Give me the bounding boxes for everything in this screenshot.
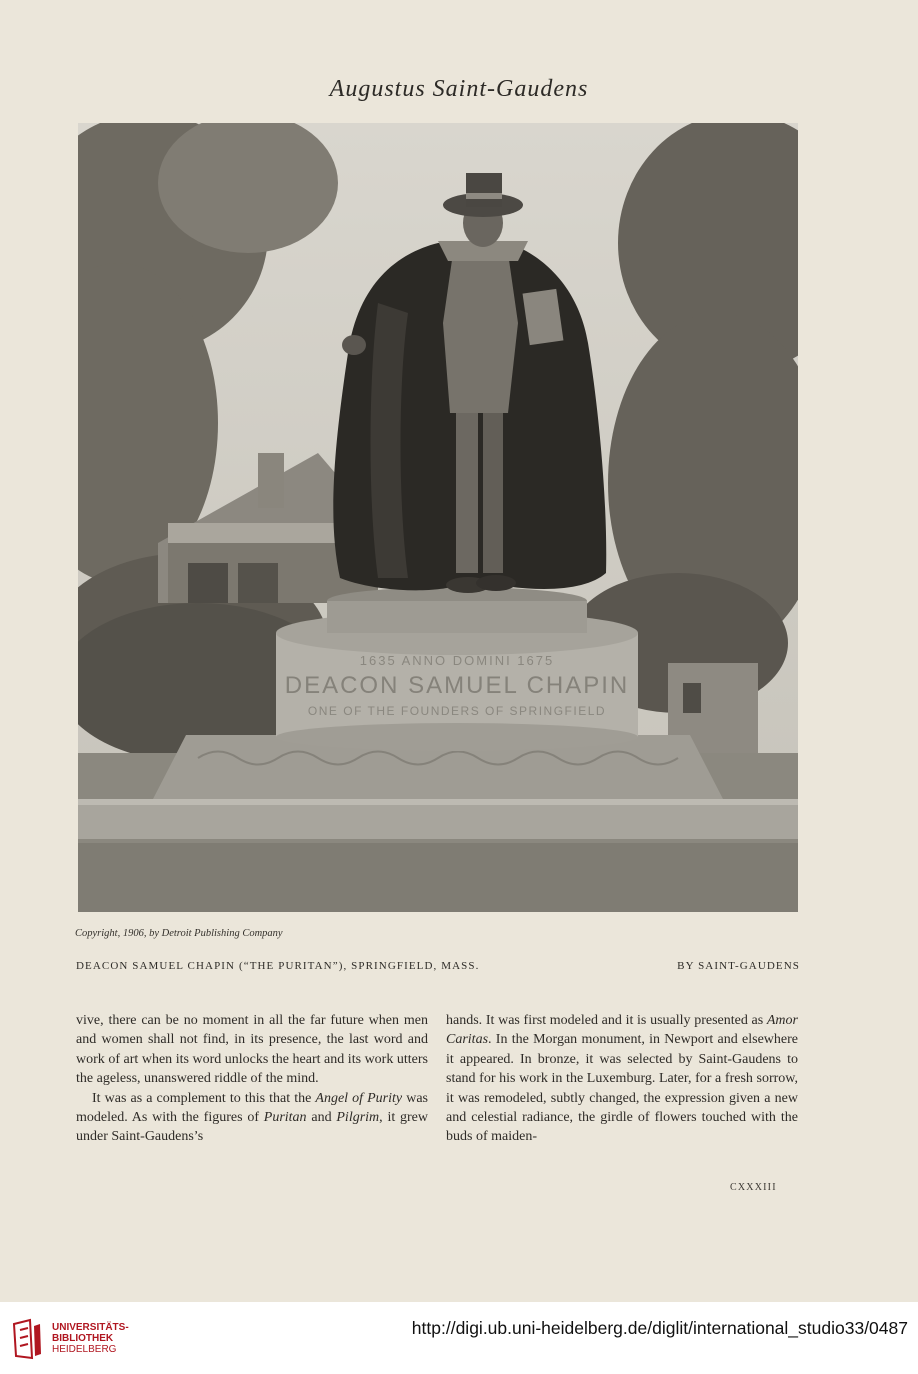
running-title: Augustus Saint-Gaudens bbox=[329, 76, 589, 102]
italic-title: Angel of Purity bbox=[315, 1090, 403, 1106]
caption-title: DEACON SAMUEL CHAPIN (“THE PURITAN”), SPRINGFIELD, MASS. bbox=[76, 960, 480, 972]
library-name-line: BIBLIOTHEK bbox=[52, 1333, 114, 1344]
text-run: It was as a complement to this that the bbox=[92, 1090, 316, 1106]
library-name-line: HEIDELBERG bbox=[52, 1344, 117, 1355]
text-run: hands. It was first modeled and it is usually presented as bbox=[446, 1013, 767, 1028]
library-logo-icon bbox=[10, 1318, 44, 1360]
italic-title: Puritan bbox=[263, 1110, 307, 1126]
photo-copyright-credit: Copyright, 1906, by Detroit Publishing Company bbox=[75, 928, 283, 939]
plate-caption bbox=[76, 960, 800, 972]
puritan-statue-illustration bbox=[78, 123, 798, 912]
text-run: . In the Morgan monument, in Newport and elsewhere it appeared. In bronze, it was selected by Saint-Gaudens to stand for his work in the Luxemburg. Later, for a fresh sorrow, it was remodeled, subtly changed, the expression given a new and celestial radiance, the girdle of flowers touched with the buds of maiden- bbox=[446, 1032, 798, 1145]
pedestal-inscription-founders: ONE OF THE FOUNDERS OF SPRINGFIELD bbox=[307, 704, 607, 718]
page-number: CXXXIII bbox=[730, 1182, 777, 1193]
source-url[interactable]: http://digi.ub.uni-heidelberg.de/diglit/international_studio33/0487 bbox=[411, 1318, 908, 1338]
text-run: was modeled. As with the figures of bbox=[76, 1090, 428, 1126]
italic-title: Amor Caritas bbox=[446, 1013, 798, 1048]
italic-title: Pilgrim bbox=[336, 1110, 380, 1126]
caption-artist: BY SAINT-GAUDENS bbox=[677, 960, 800, 972]
library-name bbox=[52, 1322, 129, 1355]
paragraph: vive, there can be no moment in all the far future when men and women shall not find, in its presence, the last word and work of art when its word unlocks the heart and its work utters the ageless, unanswered riddle of the mind. bbox=[76, 1013, 428, 1087]
text-column-right bbox=[446, 1011, 798, 1147]
pedestal-inscription-name: DEACON SAMUEL CHAPIN bbox=[284, 672, 630, 699]
library-name-line: UNIVERSITÄTS- bbox=[52, 1322, 129, 1333]
paragraph bbox=[446, 1011, 798, 1147]
text-column-left bbox=[76, 1011, 428, 1147]
statue-photograph bbox=[78, 123, 798, 912]
pedestal-inscription-dates: 1635 ANNO DOMINI 1675 bbox=[359, 653, 555, 668]
text-run: , it grew under Saint-Gaudens’s bbox=[76, 1110, 429, 1145]
text-run: and bbox=[306, 1110, 337, 1126]
paragraph bbox=[76, 1089, 428, 1147]
